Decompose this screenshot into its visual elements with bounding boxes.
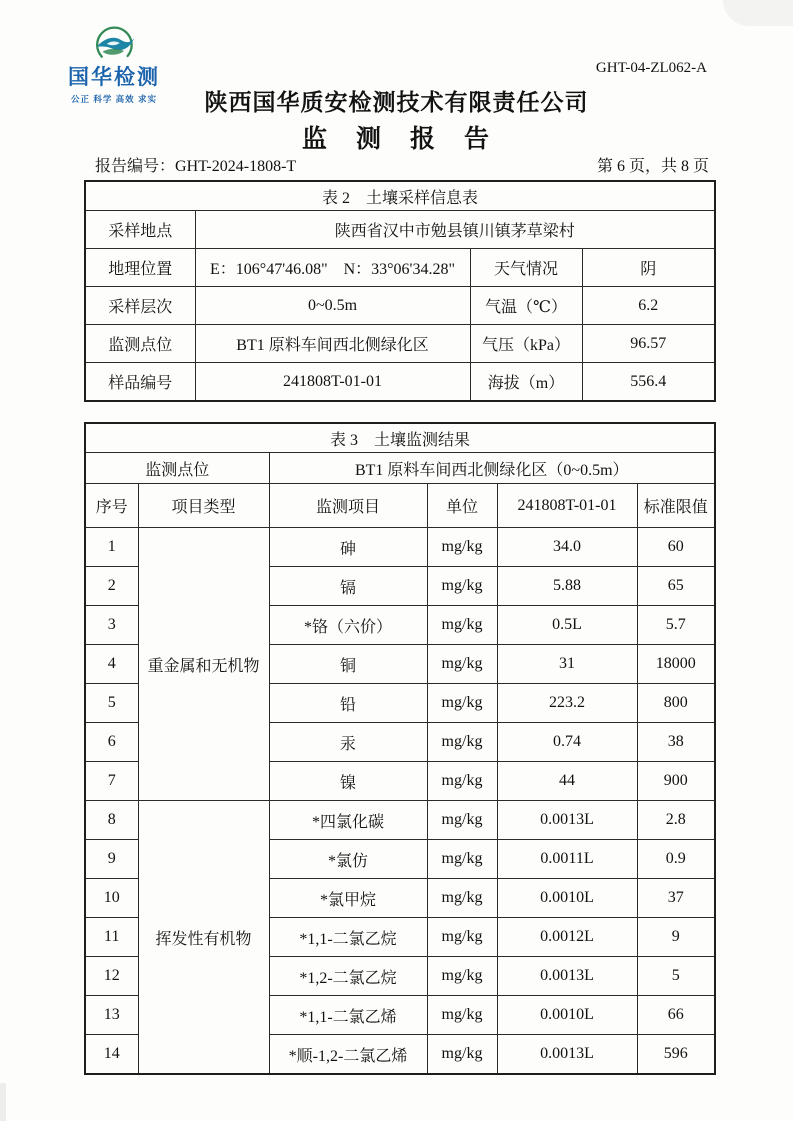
- table-row: [85, 249, 715, 287]
- table-gap: [0, 402, 793, 422]
- site-label-cell: 监测点位: [85, 453, 269, 484]
- limit-cell: 66: [637, 996, 715, 1035]
- field-label-cell: 采样地点: [85, 211, 195, 249]
- report-header: [0, 0, 793, 180]
- result-cell: 0.0010L: [497, 996, 637, 1035]
- row-number-cell: 4: [85, 645, 138, 684]
- row-number-cell: 6: [85, 723, 138, 762]
- unit-cell: mg/kg: [427, 723, 497, 762]
- field-label-cell: 气温（℃）: [470, 287, 582, 325]
- table-row: [85, 801, 715, 840]
- unit-cell: mg/kg: [427, 840, 497, 879]
- column-header-row: [85, 484, 715, 528]
- item-cell: 镍: [269, 762, 427, 801]
- field-label-cell: 海拔（m）: [470, 363, 582, 402]
- limit-cell: 38: [637, 723, 715, 762]
- field-value-cell: 阴: [582, 249, 715, 287]
- item-cell: *四氯化碳: [269, 801, 427, 840]
- result-cell: 31: [497, 645, 637, 684]
- field-value-cell: BT1 原料车间西北侧绿化区: [195, 325, 470, 363]
- table3-title-row: [85, 423, 715, 453]
- row-number-cell: 2: [85, 567, 138, 606]
- report-meta-row: [95, 153, 709, 176]
- unit-cell: mg/kg: [427, 606, 497, 645]
- unit-cell: mg/kg: [427, 996, 497, 1035]
- field-value-cell: 0~0.5m: [195, 287, 470, 325]
- limit-cell: 800: [637, 684, 715, 723]
- result-cell: 0.0012L: [497, 918, 637, 957]
- report-number-label: 报告编号：: [95, 158, 176, 175]
- unit-cell: mg/kg: [427, 645, 497, 684]
- item-cell: 砷: [269, 528, 427, 567]
- row-number-cell: 5: [85, 684, 138, 723]
- result-cell: 0.0011L: [497, 840, 637, 879]
- row-number-cell: 13: [85, 996, 138, 1035]
- unit-cell: mg/kg: [427, 879, 497, 918]
- row-number-cell: 7: [85, 762, 138, 801]
- field-label-cell: 天气情况: [470, 249, 582, 287]
- item-cell: *顺-1,2-二氯乙烯: [269, 1035, 427, 1075]
- unit-cell: mg/kg: [427, 684, 497, 723]
- limit-cell: 5: [637, 957, 715, 996]
- result-cell: 34.0: [497, 528, 637, 567]
- result-cell: 0.74: [497, 723, 637, 762]
- table-row: [85, 287, 715, 325]
- report-number-value: GHT-2024-1808-T: [175, 158, 297, 175]
- item-cell: *氯甲烷: [269, 879, 427, 918]
- unit-cell: mg/kg: [427, 918, 497, 957]
- column-header: 监测项目: [269, 484, 427, 528]
- limit-cell: 596: [637, 1035, 715, 1075]
- scan-artifact: [0, 1083, 6, 1121]
- report-title: 监 测 报 告: [301, 125, 491, 153]
- monitoring-site-row: [85, 453, 715, 484]
- unit-cell: mg/kg: [427, 801, 497, 840]
- result-cell: 44: [497, 762, 637, 801]
- row-number-cell: 1: [85, 528, 138, 567]
- limit-cell: 9: [637, 918, 715, 957]
- document-code: GHT-04-ZL062-A: [595, 60, 707, 76]
- column-header: 标准限值: [637, 484, 715, 528]
- row-number-cell: 14: [85, 1035, 138, 1075]
- row-number-cell: 11: [85, 918, 138, 957]
- item-cell: *氯仿: [269, 840, 427, 879]
- logo-text: 国华检测: [68, 66, 160, 89]
- table2-title: 表 2 土壤采样信息表: [85, 181, 715, 211]
- limit-cell: 18000: [637, 645, 715, 684]
- item-cell: 铅: [269, 684, 427, 723]
- result-cell: 0.0013L: [497, 957, 637, 996]
- table-row: [85, 528, 715, 567]
- result-cell: 0.0013L: [497, 801, 637, 840]
- limit-cell: 60: [637, 528, 715, 567]
- row-number-cell: 3: [85, 606, 138, 645]
- column-header: 序号: [85, 484, 138, 528]
- field-label-cell: 监测点位: [85, 325, 195, 363]
- column-header: 项目类型: [138, 484, 269, 528]
- result-cell: 223.2: [497, 684, 637, 723]
- guohua-logo-icon: [91, 20, 137, 66]
- item-cell: *1,1-二氯乙烯: [269, 996, 427, 1035]
- soil-sampling-info-table: [84, 180, 716, 402]
- item-cell: 镉: [269, 567, 427, 606]
- site-value-cell: BT1 原料车间西北侧绿化区（0~0.5m）: [269, 453, 715, 484]
- row-number-cell: 12: [85, 957, 138, 996]
- row-number-cell: 8: [85, 801, 138, 840]
- table3-title: 表 3 土壤监测结果: [85, 423, 715, 453]
- unit-cell: mg/kg: [427, 567, 497, 606]
- result-cell: 5.88: [497, 567, 637, 606]
- field-value-cell: 241808T-01-01: [195, 363, 470, 402]
- page-indicator: 第 6 页，共 8 页: [596, 158, 709, 175]
- limit-cell: 2.8: [637, 801, 715, 840]
- field-value-cell: 96.57: [582, 325, 715, 363]
- item-cell: 铜: [269, 645, 427, 684]
- table-row: [85, 363, 715, 402]
- company-name: 陕西国华质安检测技术有限责任公司: [204, 89, 589, 115]
- item-cell: 汞: [269, 723, 427, 762]
- row-number-cell: 10: [85, 879, 138, 918]
- logo-slogan: 公正 科学 高效 求实: [70, 94, 158, 105]
- field-value-cell: 陕西省汉中市勉县镇川镇茅草梁村: [195, 211, 715, 249]
- table-row: [85, 325, 715, 363]
- field-label-cell: 采样层次: [85, 287, 195, 325]
- limit-cell: 65: [637, 567, 715, 606]
- result-cell: 0.0010L: [497, 879, 637, 918]
- category-cell: 重金属和无机物: [138, 528, 269, 801]
- unit-cell: mg/kg: [427, 528, 497, 567]
- unit-cell: mg/kg: [427, 1035, 497, 1075]
- unit-cell: mg/kg: [427, 762, 497, 801]
- limit-cell: 900: [637, 762, 715, 801]
- category-cell: 挥发性有机物: [138, 801, 269, 1075]
- limit-cell: 0.9: [637, 840, 715, 879]
- report-number: [95, 153, 296, 176]
- field-value-cell: 556.4: [582, 363, 715, 402]
- item-cell: *1,2-二氯乙烷: [269, 957, 427, 996]
- field-value-cell: 6.2: [582, 287, 715, 325]
- field-label-cell: 地理位置: [85, 249, 195, 287]
- item-cell: *铬（六价）: [269, 606, 427, 645]
- table2-title-row: [85, 181, 715, 211]
- unit-cell: mg/kg: [427, 957, 497, 996]
- result-cell: 0.5L: [497, 606, 637, 645]
- field-value-cell: E：106°47'46.08" N：33°06'34.28": [195, 249, 470, 287]
- field-label-cell: 样品编号: [85, 363, 195, 402]
- field-label-cell: 气压（kPa）: [470, 325, 582, 363]
- limit-cell: 37: [637, 879, 715, 918]
- result-cell: 0.0013L: [497, 1035, 637, 1075]
- column-header: 241808T-01-01: [497, 484, 637, 528]
- table-row: [85, 211, 715, 249]
- limit-cell: 5.7: [637, 606, 715, 645]
- column-header: 单位: [427, 484, 497, 528]
- item-cell: *1,1-二氯乙烷: [269, 918, 427, 957]
- soil-monitoring-results-table: [84, 422, 716, 1075]
- row-number-cell: 9: [85, 840, 138, 879]
